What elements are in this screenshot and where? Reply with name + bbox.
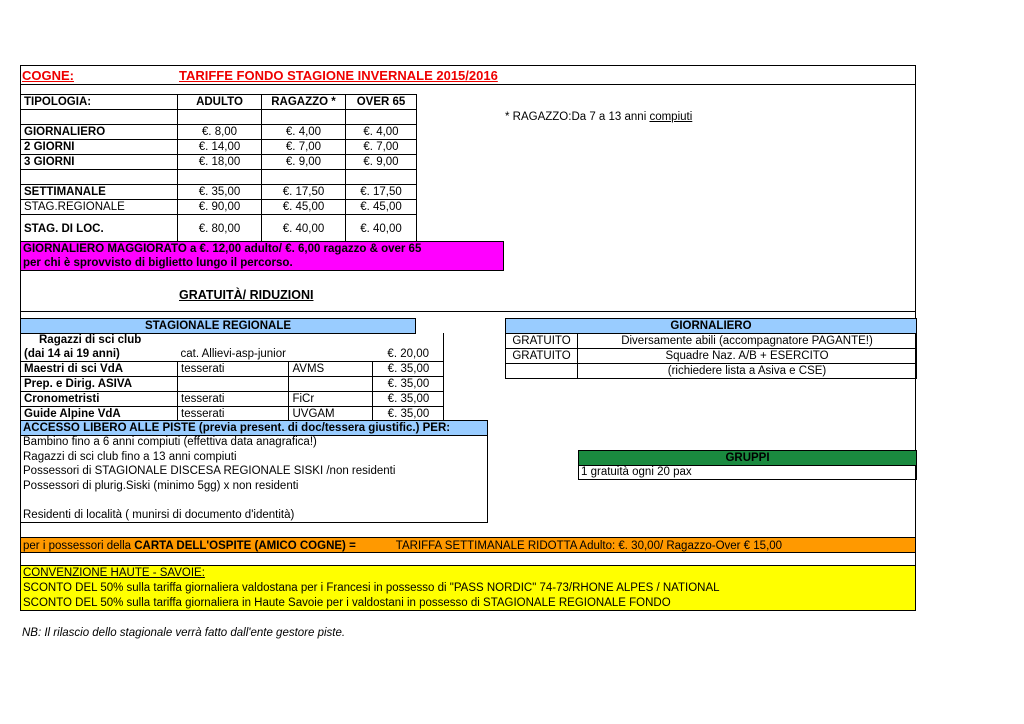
section-divider: [21, 311, 915, 312]
accesso-item: Possessori di STAGIONALE DISCESA REGIONALE SISKI /non residenti: [23, 465, 396, 477]
stagionale-row: (dai 14 ai 19 anni) cat. Allievi-asp-junior €. 20,00: [21, 347, 444, 362]
place-title: COGNE:: [22, 68, 74, 83]
accesso-item: Residenti di località ( munirsi di documento d'identità): [23, 508, 295, 521]
stagionale-row: Maestri di sci VdA tesserati AVMS €. 35,00: [21, 362, 444, 377]
giornaliero-row: GRATUITO Diversamente abili (accompagnatore PAGANTE!): [506, 334, 917, 349]
ragazzo-note: * RAGAZZO:Da 7 a 13 anni compiuti: [505, 111, 693, 123]
col-ragazzo: RAGAZZO *: [262, 95, 346, 110]
rate-row: SETTIMANALE €. 35,00 €. 17,50 €. 17,50: [21, 185, 417, 200]
col-adulto: ADULTO: [178, 95, 262, 110]
footnote: NB: Il rilascio dello stagionale verrà fatto dall'ente gestore piste.: [22, 627, 346, 639]
rate-row: STAG. DI LOC. €. 80,00 €. 40,00 €. 40,00: [21, 215, 417, 244]
giornaliero-header: GIORNALIERO: [505, 318, 917, 334]
gruppi-header: GRUPPI: [578, 450, 917, 466]
header-divider: [21, 84, 915, 85]
stagionale-header: STAGIONALE REGIONALE: [20, 318, 416, 334]
giornaliero-table: [505, 333, 917, 379]
rate-row: 2 GIORNI €. 14,00 €. 7,00 €. 7,00: [21, 140, 417, 155]
maggiorato-box: GIORNALIERO MAGGIORATO a €. 12,00 adulto/ €. 6,00 ragazzo & over 65 per chi è sprovvisto di biglietto lungo il percorso.: [20, 241, 504, 271]
giornaliero-row: (richiedere lista a Asiva e CSE): [506, 364, 917, 379]
stagionale-row: Prep. e Dirig. ASIVA €. 35,00: [21, 377, 444, 392]
gratuita-title: GRATUITÀ/ RIDUZIONI: [179, 288, 314, 302]
stagionale-row: Guide Alpine VdA tesserati UVGAM €. 35,00: [21, 407, 444, 422]
ospite-bar: per i possessori della CARTA DELL'OSPITE (AMICO COGNE) = TARIFFA SETTIMANALE RIDOTTA Adulto: €. 30,00/ Ragazzo-Over € 15,00: [20, 537, 916, 553]
page-title: TARIFFE FONDO STAGIONE INVERNALE 2015/2016: [179, 68, 498, 83]
rate-row: 3 GIORNI €. 18,00 €. 9,00 €. 9,00: [21, 155, 417, 170]
accesso-item: [23, 493, 487, 508]
accesso-item: Ragazzi di sci club fino a 13 anni compiuti: [23, 450, 237, 463]
giornaliero-row: GRATUITO Squadre Naz. A/B + ESERCITO: [506, 349, 917, 364]
stagionale-table: [20, 333, 444, 422]
col-over65: OVER 65: [346, 95, 417, 110]
stagionale-row: Ragazzi di sci club: [39, 334, 142, 346]
col-tipologia: TIPOLOGIA:: [21, 95, 178, 110]
gruppi-text: 1 gratuità ogni 20 pax: [578, 465, 917, 480]
rates-table: [20, 94, 417, 244]
stagionale-row: Cronometristi tesserati FiCr €. 35,00: [21, 392, 444, 407]
accesso-item: Bambino fino a 6 anni compiuti (effettiva data anagrafica!): [23, 436, 317, 448]
rate-row: STAG.REGIONALE €. 90,00 €. 45,00 €. 45,00: [21, 200, 417, 215]
accesso-list: [20, 435, 488, 523]
accesso-item: Possessori di plurig.Siski (minimo 5gg) x non residenti: [23, 479, 299, 492]
accesso-header: ACCESSO LIBERO ALLE PISTE (previa present. di doc/tessera giustific.) PER:: [20, 420, 488, 436]
rate-row: GIORNALIERO €. 8,00 €. 4,00 €. 4,00: [21, 125, 417, 140]
convenzione-title: CONVENZIONE HAUTE - SAVOIE:: [23, 567, 205, 579]
convenzione-box: CONVENZIONE HAUTE - SAVOIE: SCONTO DEL 50% sulla tariffa giornaliera valdostana per i Francesi in possesso di "PASS NORDIC" 74-73/RHONE ALPES / NATIONAL SCONTO DEL 50% sulla tariffa giornaliera in Haute Savoie per i valdostani in possesso di STAGIONALE REGIONALE FONDO: [20, 565, 916, 611]
